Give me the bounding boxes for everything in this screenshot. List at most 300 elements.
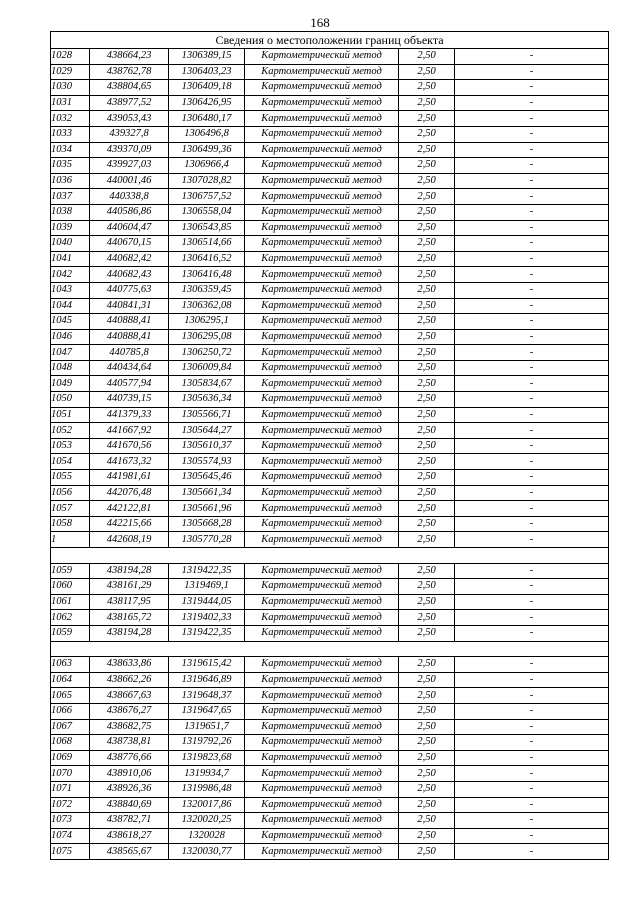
point-number-cell: 1032 [51,111,90,127]
coord-x-cell: 438662,26 [90,672,169,688]
coord-y-cell: 1320020,25 [169,813,245,829]
point-number-cell: 1051 [51,407,90,423]
description-cell: - [455,797,609,813]
point-number-cell: 1067 [51,719,90,735]
description-cell: - [455,236,609,252]
point-number-cell: 1038 [51,204,90,220]
coord-y-cell: 1320028 [169,828,245,844]
coord-x-cell: 438161,29 [90,579,169,595]
method-cell: Картометрический метод [245,64,399,80]
point-number-cell: 1050 [51,392,90,408]
precision-cell: 2,50 [399,407,455,423]
method-cell: Картометрический метод [245,766,399,782]
description-cell: - [455,220,609,236]
precision-cell: 2,50 [399,423,455,439]
precision-cell: 2,50 [399,236,455,252]
method-cell: Картометрический метод [245,719,399,735]
coord-y-cell: 1320030,77 [169,844,245,860]
coord-y-cell: 1306543,85 [169,220,245,236]
coord-y-cell: 1306496,8 [169,126,245,142]
description-cell: - [455,470,609,486]
precision-cell: 2,50 [399,251,455,267]
precision-cell: 2,50 [399,49,455,65]
coord-y-cell: 1306757,52 [169,189,245,205]
description-cell: - [455,95,609,111]
method-cell: Картометрический метод [245,610,399,626]
coord-x-cell: 440338,8 [90,189,169,205]
precision-cell: 2,50 [399,703,455,719]
coord-y-cell: 1305834,67 [169,376,245,392]
precision-cell: 2,50 [399,360,455,376]
table-row [51,392,609,408]
method-cell: Картометрический метод [245,735,399,751]
description-cell: - [455,563,609,579]
coord-x-cell: 438910,06 [90,766,169,782]
method-cell: Картометрический метод [245,376,399,392]
description-cell: - [455,750,609,766]
table-row [51,454,609,470]
point-number-cell: 1065 [51,688,90,704]
table-row [51,173,609,189]
method-cell: Картометрический метод [245,594,399,610]
coord-y-cell: 1306009,84 [169,360,245,376]
precision-cell: 2,50 [399,220,455,236]
method-cell: Картометрический метод [245,345,399,361]
coord-x-cell: 439370,09 [90,142,169,158]
description-cell: - [455,438,609,454]
precision-cell: 2,50 [399,204,455,220]
description-cell: - [455,719,609,735]
point-number-cell: 1046 [51,329,90,345]
description-cell: - [455,579,609,595]
point-number-cell: 1028 [51,49,90,65]
coord-y-cell: 1305661,96 [169,501,245,517]
point-number-cell: 1029 [51,64,90,80]
point-number-cell: 1066 [51,703,90,719]
description-cell: - [455,392,609,408]
table-row [51,64,609,80]
coord-x-cell: 441379,33 [90,407,169,423]
table-caption-row [51,32,609,49]
method-cell: Картометрический метод [245,111,399,127]
coord-x-cell: 440577,94 [90,376,169,392]
table-row [51,828,609,844]
table-row [51,719,609,735]
coord-y-cell: 1306403,23 [169,64,245,80]
coord-x-cell: 440682,43 [90,267,169,283]
precision-cell: 2,50 [399,158,455,174]
coord-x-cell: 438738,81 [90,735,169,751]
coord-y-cell: 1319444,05 [169,594,245,610]
table-row [51,204,609,220]
method-cell: Картометрический метод [245,438,399,454]
method-cell: Картометрический метод [245,80,399,96]
precision-cell: 2,50 [399,142,455,158]
method-cell: Картометрический метод [245,781,399,797]
table-row [51,407,609,423]
coord-y-cell: 1306389,15 [169,49,245,65]
coord-y-cell: 1305668,28 [169,516,245,532]
table-row [51,345,609,361]
precision-cell: 2,50 [399,470,455,486]
method-cell: Картометрический метод [245,672,399,688]
table-row [51,438,609,454]
point-number-cell: 1058 [51,516,90,532]
description-cell: - [455,813,609,829]
coord-y-cell: 1305574,93 [169,454,245,470]
coord-y-cell: 1307028,82 [169,173,245,189]
coord-y-cell: 1306426,95 [169,95,245,111]
precision-cell: 2,50 [399,625,455,641]
coord-y-cell: 1319615,42 [169,657,245,673]
coord-x-cell: 442215,66 [90,516,169,532]
table-row [51,376,609,392]
coord-x-cell: 442608,19 [90,532,169,548]
point-number-cell: 1060 [51,579,90,595]
separator-row [51,548,609,564]
description-cell: - [455,267,609,283]
description-cell: - [455,844,609,860]
table-row [51,844,609,860]
point-number-cell: 1053 [51,438,90,454]
coord-y-cell: 1305645,46 [169,470,245,486]
point-number-cell: 1044 [51,298,90,314]
coord-y-cell: 1306250,72 [169,345,245,361]
method-cell: Картометрический метод [245,657,399,673]
table-row [51,220,609,236]
method-cell: Картометрический метод [245,563,399,579]
coord-y-cell: 1305644,27 [169,423,245,439]
coord-x-cell: 438926,36 [90,781,169,797]
description-cell: - [455,407,609,423]
point-number-cell: 1055 [51,470,90,486]
coord-y-cell: 1319469,1 [169,579,245,595]
method-cell: Картометрический метод [245,532,399,548]
table-row [51,610,609,626]
table-row [51,657,609,673]
coord-x-cell: 438664,23 [90,49,169,65]
description-cell: - [455,64,609,80]
coord-y-cell: 1319792,26 [169,735,245,751]
precision-cell: 2,50 [399,173,455,189]
precision-cell: 2,50 [399,750,455,766]
method-cell: Картометрический метод [245,485,399,501]
description-cell: - [455,298,609,314]
point-number-cell: 1070 [51,766,90,782]
description-cell: - [455,80,609,96]
point-number-cell: 1039 [51,220,90,236]
method-cell: Картометрический метод [245,189,399,205]
precision-cell: 2,50 [399,376,455,392]
precision-cell: 2,50 [399,282,455,298]
method-cell: Картометрический метод [245,579,399,595]
coord-y-cell: 1305610,37 [169,438,245,454]
coord-y-cell: 1306514,66 [169,236,245,252]
description-cell: - [455,828,609,844]
coord-x-cell: 440888,41 [90,314,169,330]
point-number-cell: 1071 [51,781,90,797]
method-cell: Картометрический метод [245,158,399,174]
method-cell: Картометрический метод [245,360,399,376]
coord-x-cell: 438676,27 [90,703,169,719]
description-cell: - [455,314,609,330]
precision-cell: 2,50 [399,64,455,80]
table-row [51,563,609,579]
method-cell: Картометрический метод [245,750,399,766]
point-number-cell: 1075 [51,844,90,860]
point-number-cell: 1037 [51,189,90,205]
table-row [51,95,609,111]
table-row [51,267,609,283]
table-row [51,314,609,330]
coord-y-cell: 1306295,1 [169,314,245,330]
method-cell: Картометрический метод [245,407,399,423]
table-row [51,516,609,532]
table-row [51,750,609,766]
description-cell: - [455,766,609,782]
separator-cell [51,641,609,657]
point-number-cell: 1062 [51,610,90,626]
point-number-cell: 1054 [51,454,90,470]
precision-cell: 2,50 [399,766,455,782]
precision-cell: 2,50 [399,189,455,205]
method-cell: Картометрический метод [245,173,399,189]
coord-y-cell: 1306416,52 [169,251,245,267]
table-row [51,797,609,813]
description-cell: - [455,657,609,673]
coord-x-cell: 440785,8 [90,345,169,361]
description-cell: - [455,454,609,470]
method-cell: Картометрический метод [245,267,399,283]
point-number-cell: 1043 [51,282,90,298]
coord-x-cell: 440775,63 [90,282,169,298]
table-row [51,579,609,595]
table-row [51,423,609,439]
description-cell: - [455,142,609,158]
page-number: 168 [310,15,330,30]
method-cell: Картометрический метод [245,501,399,517]
table-row [51,766,609,782]
coord-x-cell: 438840,69 [90,797,169,813]
description-cell: - [455,189,609,205]
method-cell: Картометрический метод [245,844,399,860]
precision-cell: 2,50 [399,610,455,626]
table-row [51,158,609,174]
description-cell: - [455,625,609,641]
precision-cell: 2,50 [399,813,455,829]
coord-y-cell: 1319402,33 [169,610,245,626]
coord-x-cell: 442076,48 [90,485,169,501]
coord-x-cell: 439327,8 [90,126,169,142]
precision-cell: 2,50 [399,688,455,704]
precision-cell: 2,50 [399,111,455,127]
coord-y-cell: 1306359,45 [169,282,245,298]
precision-cell: 2,50 [399,298,455,314]
description-cell: - [455,532,609,548]
precision-cell: 2,50 [399,516,455,532]
precision-cell: 2,50 [399,267,455,283]
method-cell: Картометрический метод [245,392,399,408]
method-cell: Картометрический метод [245,423,399,439]
point-number-cell: 1033 [51,126,90,142]
coord-x-cell: 442122,81 [90,501,169,517]
method-cell: Картометрический метод [245,625,399,641]
precision-cell: 2,50 [399,329,455,345]
coord-y-cell: 1319934,7 [169,766,245,782]
precision-cell: 2,50 [399,797,455,813]
coord-y-cell: 1305636,34 [169,392,245,408]
table-row [51,142,609,158]
coord-x-cell: 438117,95 [90,594,169,610]
description-cell: - [455,735,609,751]
method-cell: Картометрический метод [245,703,399,719]
precision-cell: 2,50 [399,95,455,111]
method-cell: Картометрический метод [245,470,399,486]
coord-x-cell: 439053,43 [90,111,169,127]
method-cell: Картометрический метод [245,329,399,345]
point-number-cell: 1041 [51,251,90,267]
table-row [51,735,609,751]
method-cell: Картометрический метод [245,236,399,252]
table-row [51,80,609,96]
description-cell: - [455,158,609,174]
coord-y-cell: 1306558,04 [169,204,245,220]
method-cell: Картометрический метод [245,516,399,532]
point-number-cell: 1056 [51,485,90,501]
method-cell: Картометрический метод [245,220,399,236]
coord-y-cell: 1319651,7 [169,719,245,735]
coord-y-cell: 1319646,89 [169,672,245,688]
precision-cell: 2,50 [399,828,455,844]
method-cell: Картометрический метод [245,688,399,704]
point-number-cell: 1048 [51,360,90,376]
method-cell: Картометрический метод [245,204,399,220]
point-number-cell: 1030 [51,80,90,96]
table-row [51,594,609,610]
point-number-cell: 1 [51,532,90,548]
table-row [51,360,609,376]
point-number-cell: 1059 [51,625,90,641]
description-cell: - [455,376,609,392]
point-number-cell: 1068 [51,735,90,751]
precision-cell: 2,50 [399,485,455,501]
table-row [51,126,609,142]
description-cell: - [455,360,609,376]
precision-cell: 2,50 [399,532,455,548]
table-row [51,672,609,688]
coord-x-cell: 438194,28 [90,563,169,579]
coord-y-cell: 1319422,35 [169,563,245,579]
description-cell: - [455,204,609,220]
table-row [51,329,609,345]
coord-x-cell: 438762,78 [90,64,169,80]
precision-cell: 2,50 [399,126,455,142]
description-cell: - [455,173,609,189]
coord-x-cell: 438782,71 [90,813,169,829]
precision-cell: 2,50 [399,345,455,361]
method-cell: Картометрический метод [245,251,399,267]
coord-x-cell: 438667,63 [90,688,169,704]
coord-y-cell: 1319648,37 [169,688,245,704]
description-cell: - [455,329,609,345]
point-number-cell: 1072 [51,797,90,813]
description-cell: - [455,282,609,298]
coord-y-cell: 1319422,35 [169,625,245,641]
coord-x-cell: 441670,56 [90,438,169,454]
point-number-cell: 1034 [51,142,90,158]
coord-x-cell: 440739,15 [90,392,169,408]
coord-x-cell: 441981,61 [90,470,169,486]
method-cell: Картометрический метод [245,828,399,844]
table-caption: Сведения о местоположении границ объекта [51,32,609,49]
description-cell: - [455,501,609,517]
coord-y-cell: 1305661,34 [169,485,245,501]
coord-y-cell: 1306409,18 [169,80,245,96]
coord-y-cell: 1306966,4 [169,158,245,174]
coord-y-cell: 1305566,71 [169,407,245,423]
coord-x-cell: 438565,67 [90,844,169,860]
point-number-cell: 1059 [51,563,90,579]
precision-cell: 2,50 [399,392,455,408]
coord-x-cell: 438194,28 [90,625,169,641]
precision-cell: 2,50 [399,314,455,330]
table-row [51,470,609,486]
coord-x-cell: 440888,41 [90,329,169,345]
description-cell: - [455,672,609,688]
point-number-cell: 1047 [51,345,90,361]
coord-y-cell: 1319823,68 [169,750,245,766]
point-number-cell: 1036 [51,173,90,189]
precision-cell: 2,50 [399,454,455,470]
method-cell: Картометрический метод [245,298,399,314]
point-number-cell: 1064 [51,672,90,688]
table-row [51,688,609,704]
coord-x-cell: 440586,86 [90,204,169,220]
point-number-cell: 1074 [51,828,90,844]
table-row [51,189,609,205]
coord-y-cell: 1306416,48 [169,267,245,283]
method-cell: Картометрический метод [245,813,399,829]
point-number-cell: 1069 [51,750,90,766]
point-number-cell: 1042 [51,267,90,283]
method-cell: Картометрический метод [245,314,399,330]
method-cell: Картометрический метод [245,797,399,813]
point-number-cell: 1040 [51,236,90,252]
precision-cell: 2,50 [399,657,455,673]
table-row [51,501,609,517]
method-cell: Картометрический метод [245,126,399,142]
point-number-cell: 1057 [51,501,90,517]
coord-x-cell: 438682,75 [90,719,169,735]
point-number-cell: 1049 [51,376,90,392]
table-row [51,781,609,797]
description-cell: - [455,594,609,610]
coord-y-cell: 1306499,36 [169,142,245,158]
coord-x-cell: 440001,46 [90,173,169,189]
table-row [51,532,609,548]
table-row [51,625,609,641]
coord-x-cell: 440604,47 [90,220,169,236]
description-cell: - [455,126,609,142]
table-row [51,251,609,267]
coord-y-cell: 1306362,08 [169,298,245,314]
description-cell: - [455,610,609,626]
description-cell: - [455,703,609,719]
coord-y-cell: 1306480,17 [169,111,245,127]
table-row [51,282,609,298]
coord-x-cell: 439927,03 [90,158,169,174]
table-row [51,703,609,719]
